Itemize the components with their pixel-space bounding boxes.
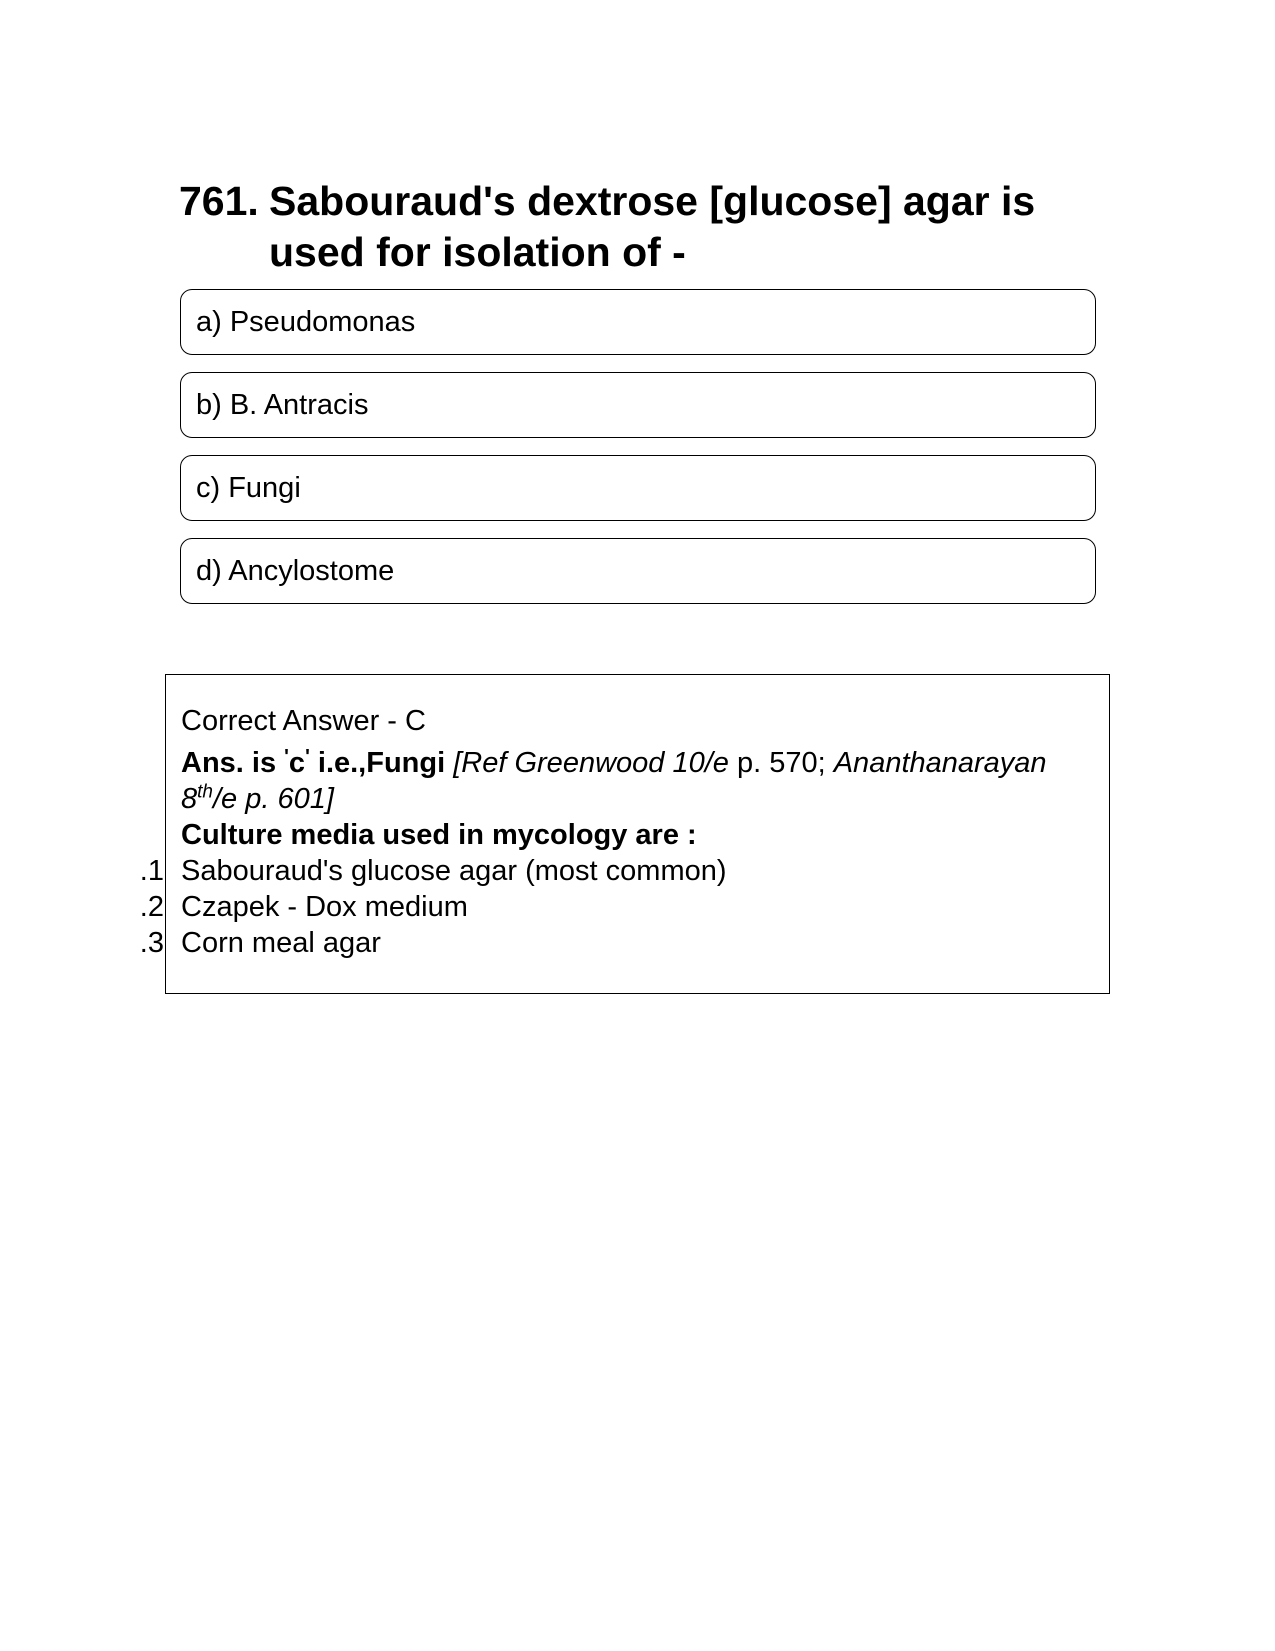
reference-edition-sup: th	[197, 781, 213, 803]
list-item	[139, 925, 1091, 961]
media-heading: Culture media used in mycology are :	[181, 819, 697, 851]
list-number: 2.	[139, 891, 164, 923]
correct-answer-line: Correct Answer - C	[181, 705, 426, 737]
list-item	[139, 853, 1091, 889]
question-heading	[179, 176, 1079, 278]
reference-part-2: p. 570;	[728, 747, 834, 779]
list-text: Czapek - Dox medium	[181, 891, 468, 923]
option-b[interactable]: b) B. Antracis	[180, 372, 1096, 438]
reference-part-3: Ananthanarayan	[833, 747, 1047, 779]
reference-part-1: [Ref Greenwood 10/e	[445, 747, 729, 779]
answer-reference-line	[181, 739, 1091, 781]
reference-line-2	[181, 781, 1091, 817]
list-text: Corn meal agar	[181, 927, 381, 959]
question-number: 761.	[179, 178, 259, 224]
option-a[interactable]: a) Pseudomonas	[180, 289, 1096, 355]
answer-tick-open: '	[284, 746, 289, 768]
question-text: Sabouraud's dextrose [glucose] agar is used for isolation of -	[269, 178, 1036, 275]
list-item	[139, 889, 1091, 925]
reference-edition: 8	[181, 783, 198, 815]
reference-page: /e p. 601]	[213, 783, 334, 815]
answer-prefix: Ans. is	[181, 747, 285, 779]
option-c[interactable]: c) Fungi	[180, 455, 1096, 521]
list-number: 1.	[139, 855, 164, 887]
answer-suffix: i.e.,Fungi	[309, 747, 446, 779]
answer-tick-close: '	[305, 746, 310, 768]
list-text: Sabouraud's glucose agar (most common)	[181, 855, 727, 887]
answer-letter: c	[288, 747, 306, 779]
answer-explanation	[139, 703, 1091, 961]
option-d[interactable]: d) Ancylostome	[180, 538, 1096, 604]
list-number: 3.	[139, 927, 164, 959]
